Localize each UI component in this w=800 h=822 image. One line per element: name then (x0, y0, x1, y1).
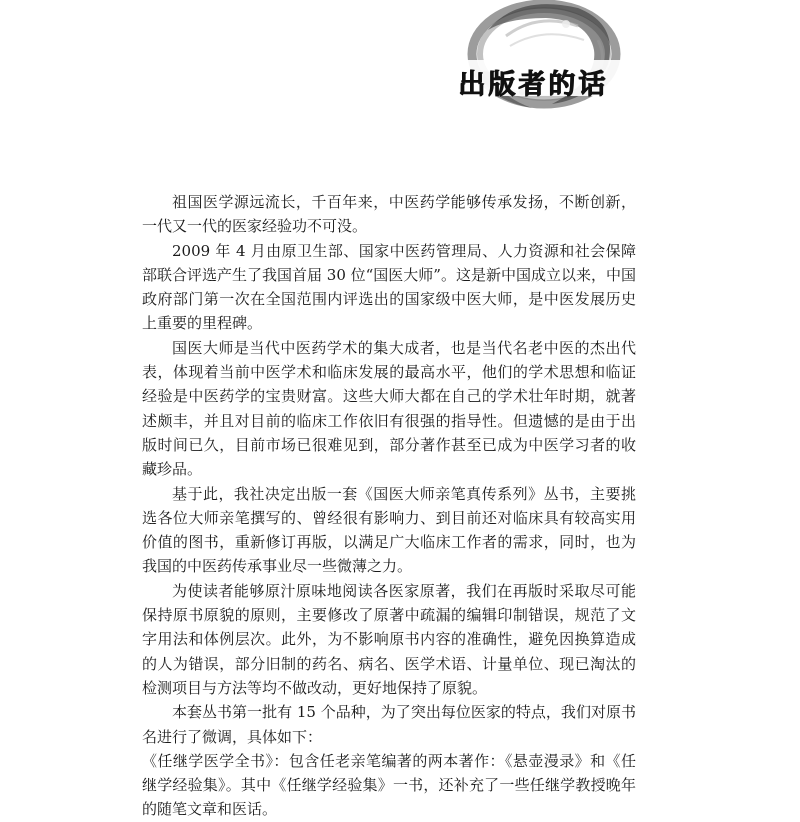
paragraph: 本套丛书第一批有 15 个品种，为了突出每位医家的特点，我们对原书名进行了微调，具体如下： (142, 703, 636, 746)
paragraph: 祖国医学源远流长，千百年来，中医药学能够传承发扬，不断创新，一代又一代的医家经验功不可没。 (142, 193, 636, 236)
paragraph: 2009 年 4 月由原卫生部、国家中医药管理局、人力资源和社会保障部联合评选产生了我国首届 30 位“国医大师”。这是新中国成立以来，中国政府部门第一次在全国范围内评选出的国家级中医大师，是中医发展历史上重要的里程碑。 (142, 241, 636, 333)
page-title: 出版者的话 (458, 69, 608, 100)
paragraph: 为使读者能够原汁原味地阅读各医家原著，我们在再版时采取尽可能保持原书原貌的原则，主要修改了原著中疏漏的编辑印制错误，规范了文字用法和体例层次。此外，为不影响原书内容的准确性，避免因换算造成的人为错误，部分旧制的药名、病名、医学术语、计量单位、现已淘汰的检测项目与方法等均不做改动，更好地保持了原貌。 (142, 581, 636, 697)
ink-brush-yin-yang-icon (448, 0, 628, 120)
paragraph: 基于此，我社决定出版一套《国医大师亲笔真传系列》丛书，主要挑选各位大师亲笔撰写的、曾经很有影响力、到目前还对临床具有较高实用价值的图书，重新修订再版，以满足广大临床工作者的需求，同时，也为我国的中医药传承事业尽一些微薄之力。 (142, 484, 636, 576)
paragraph: 国医大师是当代中医药学术的集大成者，也是当代名老中医的杰出代表，体现着当前中医学术和临床发展的最高水平，他们的学术思想和临证经验是中医药学的宝贵财富。这些大师大都在自己的学术壮年时期，就著述颇丰，并且对目前的临床工作依旧有很强的指导性。但遗憾的是由于出版时间已久，目前市场已很难见到，部分著作甚至已成为中医学习者的收藏珍品。 (142, 338, 636, 479)
paragraph: 《任继学医学全书》：包含任老亲笔编著的两本著作：《悬壶漫录》和《任继学经验集》。其中《任继学经验集》一书，还补充了一些任继学教授晚年的随笔文章和医话。 (142, 751, 636, 819)
article-body (142, 190, 636, 822)
